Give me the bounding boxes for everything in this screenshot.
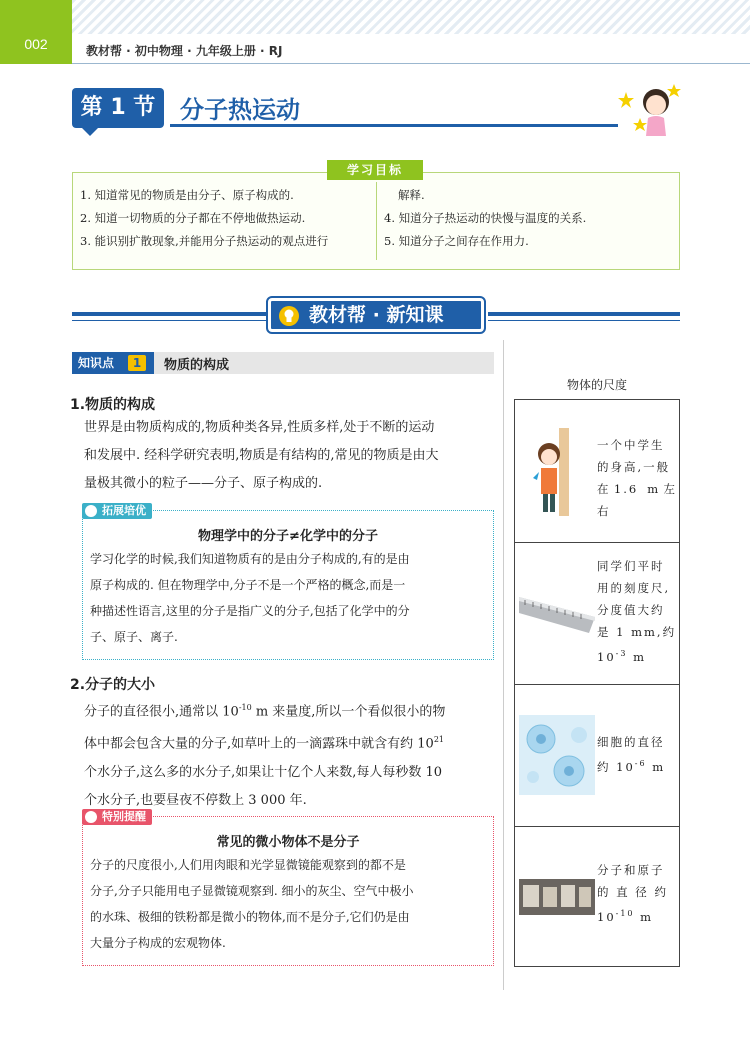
objective-item: 1. 知道常见的物质是由分子、原子构成的. (80, 188, 294, 202)
subheading: 2.分子的大小 (70, 677, 156, 693)
reminder-line: 的水珠、极细的铁粉都是微小的物体,而不是分子,它们仍是由 (90, 910, 410, 924)
paragraph (84, 694, 496, 815)
header-divider (72, 63, 750, 64)
cell-illustration (519, 715, 595, 795)
reminder-tag (82, 809, 152, 825)
section-underline (170, 124, 618, 127)
scale-description: 同学们平时 用的刻度尺, 分度值大约 是 1 mm,约 $10^{-3}$ m (597, 559, 677, 664)
reminder-tag-label: 特别提醒 (102, 810, 146, 823)
extension-tag-label: 拓展培优 (102, 504, 146, 517)
objective-item: 2. 知道一切物质的分子都在不停地做热运动. (80, 211, 306, 225)
objective-item: 解释. (398, 188, 425, 202)
paragraph-line: 分子的直径很小,通常以 $10^{-10}$ m 来量度,所以一个看似很小的物 (84, 703, 446, 720)
scale-row (515, 684, 679, 826)
section-badge: 第 1 节 (72, 88, 164, 128)
scale-row (515, 826, 679, 967)
paragraph-line: 世界是由物质构成的,物质种类各异,性质多样,处于不断的运动 (84, 420, 435, 435)
extension-line: 原子构成的. 但在物理学中,分子不是一个严格的概念,而是一 (90, 578, 406, 592)
paragraph-line: 量极其微小的粒子——分子、原子构成的. (84, 476, 323, 491)
scale-table (514, 399, 680, 967)
page-number-tab (0, 0, 72, 64)
extension-line: 子、原子、离子. (90, 630, 178, 644)
student-height-illustration (519, 420, 595, 520)
girl-illustration (618, 78, 684, 138)
section-banner: 教材帮 · 新知课 (268, 298, 484, 332)
scale-description: 分子和原子 的 直 径 约 $10^{-10}$ m (597, 863, 668, 924)
paragraph-line: 体中都会包含大量的分子,如草叶上的一滴露珠中就含有约 $10^{21}$ (84, 735, 444, 752)
banner-rule-right-thin (488, 320, 680, 321)
ruler-illustration (519, 583, 595, 643)
extension-tag (82, 503, 152, 519)
paragraph-line: 和发展中. 经科学研究表明,物质是有结构的,常见的物质是由大 (84, 448, 439, 463)
knowledge-point-number: 1 (128, 355, 146, 371)
reminder-line: 分子,分子只能用电子显微镜观察到. 细小的灰尘、空气中极小 (90, 884, 414, 898)
objectives-left (80, 184, 328, 253)
banner-rule-right (488, 312, 680, 316)
extension-icon (85, 505, 97, 517)
objectives-divider (376, 182, 377, 260)
banner-rule-left-thin (72, 320, 268, 321)
reminder-line: 大量分子构成的宏观物体. (90, 936, 226, 950)
knowledge-point-label: 知识点 (72, 352, 154, 374)
extension-text (90, 546, 490, 650)
paragraph-line: 个水分子,这么多的水分子,如果让十亿个人来数,每人每秒数 10 (84, 764, 443, 780)
scale-title: 物体的尺度 (566, 378, 627, 392)
atom-microscope-illustration (519, 879, 595, 915)
reminder-line: 分子的尺度很小,人们用肉眼和光学显微镜能观察到的都不是 (90, 858, 406, 872)
reminder-text (90, 852, 490, 956)
banner-rule-left (72, 312, 268, 316)
page-number: 002 (24, 36, 48, 52)
objective-item: 5. 知道分子之间存在作用力. (384, 234, 529, 248)
paragraph-line: 个水分子,也要昼夜不停数上 3 000 年. (84, 792, 307, 808)
book-title: 教材帮 · 初中物理 · 九年级上册 · RJ (86, 44, 283, 58)
lightbulb-icon (278, 305, 300, 327)
objectives-heading: 学习目标 (327, 160, 423, 180)
column-divider (503, 340, 504, 990)
subheading: 1.物质的构成 (70, 397, 156, 413)
scale-description: 细胞的直径 约 $10^{-6}$ m (597, 735, 666, 774)
knowledge-point-title: 物质的构成 (164, 358, 230, 373)
reminder-title: 常见的微小物体不是分子 (216, 835, 360, 850)
objectives-right (384, 184, 586, 253)
scale-description: 一个中学生 的身高,一般 在1.6 m左右 (597, 438, 677, 518)
paragraph (84, 414, 496, 498)
section-title: 分子热运动 (180, 96, 300, 124)
header-stripes (72, 0, 750, 34)
objective-item: 3. 能识别扩散现象,并能用分子热运动的观点进行 (80, 234, 329, 248)
objective-item: 4. 知道分子热运动的快慢与温度的关系. (384, 211, 587, 225)
scale-row (515, 542, 679, 684)
extension-title: 物理学中的分子≠化学中的分子 (198, 529, 378, 544)
scale-row (515, 400, 679, 542)
warning-icon (85, 811, 97, 823)
extension-line: 学习化学的时候,我们知道物质有的是由分子构成的,有的是由 (90, 552, 410, 566)
extension-line: 种描述性语言,这里的分子是指广义的分子,包括了化学中的分 (90, 604, 410, 618)
